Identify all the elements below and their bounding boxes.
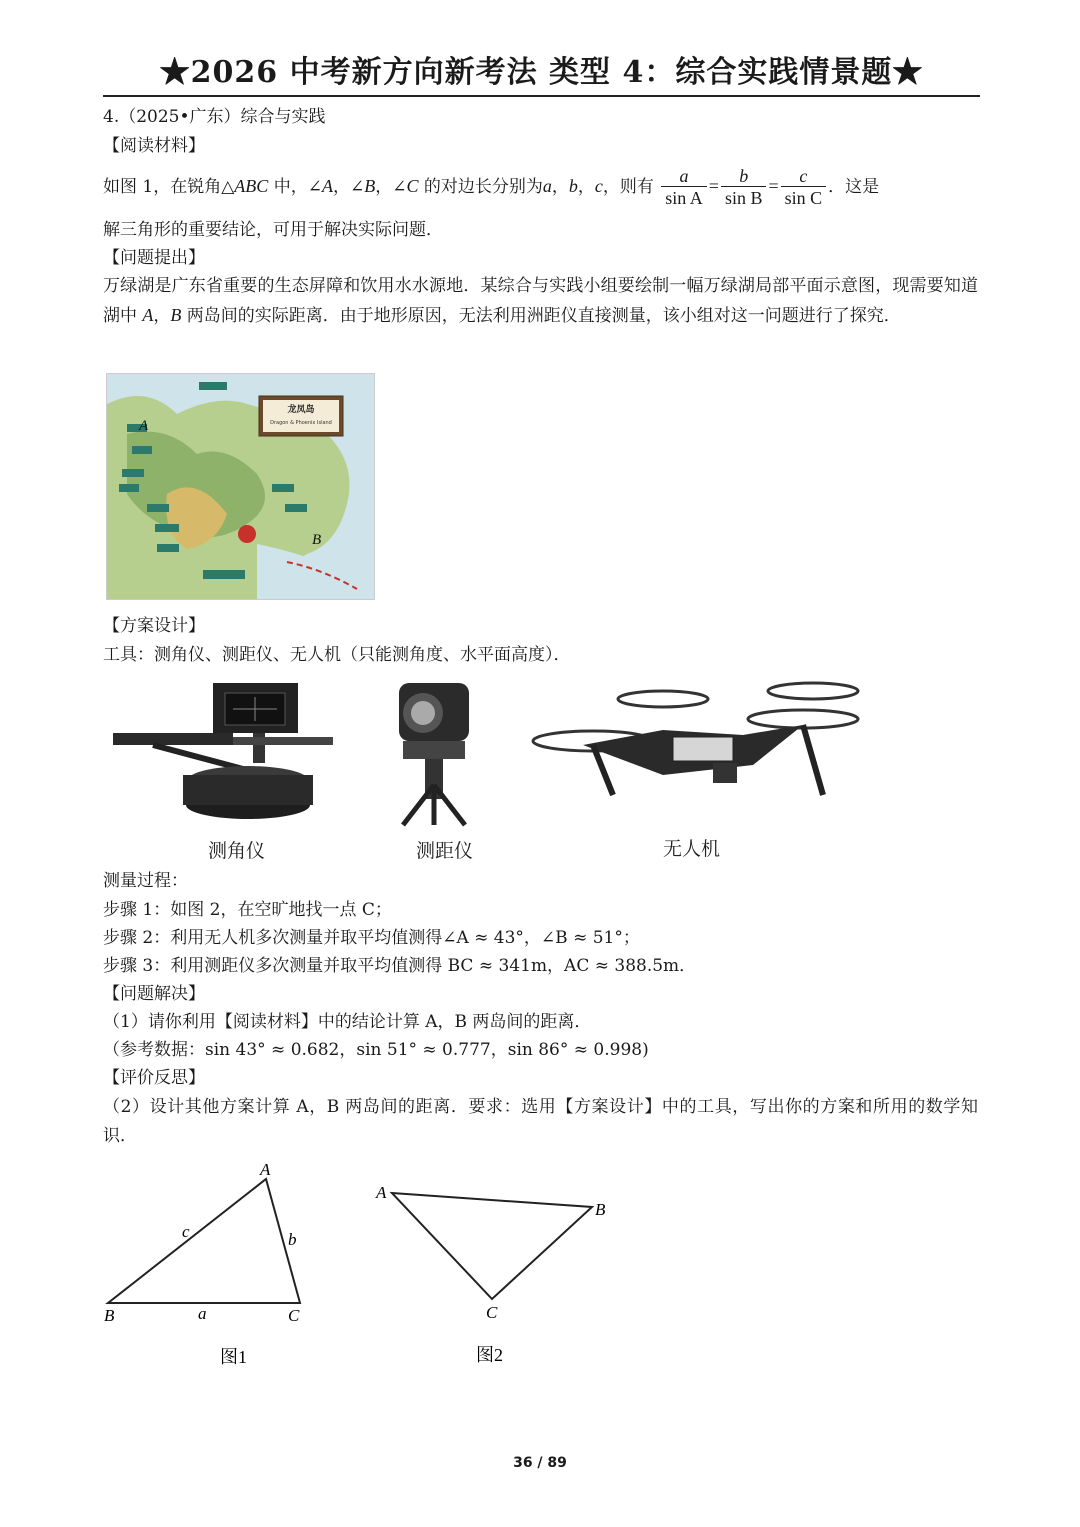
lake-map-drawing xyxy=(107,374,374,599)
angle-a: A xyxy=(321,176,333,196)
fraction-b xyxy=(721,166,767,209)
fig2-vertex-c: C xyxy=(486,1303,498,1322)
frac-den: sin B xyxy=(724,188,763,208)
reading-paragraph-line2: 解三角形的重要结论，可用于解决实际问题． xyxy=(103,220,443,240)
question-paragraph xyxy=(103,272,978,331)
tool-label-drone: 无人机 xyxy=(663,838,721,860)
fraction-a xyxy=(661,166,707,209)
rangefinder-icon xyxy=(399,683,469,825)
side-b: b xyxy=(568,176,578,196)
reflect-heading: 【评价反思】 xyxy=(103,1068,205,1088)
reading-text: ．这是 xyxy=(828,177,880,197)
theodolite-icon xyxy=(113,683,333,819)
angle-b: B xyxy=(364,176,376,196)
step-3: 步骤 3：利用测距仪多次测量并取平均值测得 BC ≈ 341m，AC ≈ 388.5m． xyxy=(103,956,697,976)
map-point-a: A xyxy=(139,418,149,434)
island-a: A xyxy=(142,305,154,325)
triangle-abc xyxy=(108,1179,300,1303)
frac-num: a xyxy=(679,166,689,186)
triangle-figures xyxy=(100,1155,620,1375)
page-number: 36 / 89 xyxy=(513,1455,567,1471)
fraction-c xyxy=(781,166,827,209)
equals-sign: = xyxy=(708,176,719,196)
side-a: a xyxy=(542,176,552,196)
fig1-vertex-b: B xyxy=(104,1306,115,1325)
fig1-side-b: b xyxy=(288,1230,297,1249)
island-b: B xyxy=(170,305,182,325)
problem-number: 4.（2025•广东）综合与实践 xyxy=(103,107,326,127)
comma: ， xyxy=(577,177,595,197)
fig2-caption: 图2 xyxy=(476,1345,503,1365)
question-text: 两岛间的实际距离．由于地形原因，无法利用洲距仪直接测量，该小组对这一问题进行了探究． xyxy=(181,306,901,326)
reading-paragraph-line1 xyxy=(103,164,879,209)
lake-map-photo xyxy=(106,373,375,600)
reference-data: （参考数据：sin 43° ≈ 0.682，sin 51° ≈ 0.777，sin 86° ≈ 0.998) xyxy=(103,1040,649,1060)
tools-illustration xyxy=(103,675,873,865)
reading-text: ，则有 xyxy=(602,177,654,197)
design-heading: 【方案设计】 xyxy=(103,616,205,636)
island-title: 龙凤岛 xyxy=(287,405,315,415)
tools-line: 工具：测角仪、测距仪、无人机（只能测角度、水平面高度）． xyxy=(103,645,571,665)
question-heading: 【问题提出】 xyxy=(103,248,205,268)
drone-icon xyxy=(533,683,858,795)
side-c: c xyxy=(594,176,603,196)
island-subtitle: Dragon & Phoenix Island xyxy=(270,420,332,426)
header-divider xyxy=(103,95,980,97)
frac-num: c xyxy=(799,166,808,186)
reading-text: 的对边长分别为 xyxy=(418,177,543,197)
reading-text: 如图 1，在锐角△ xyxy=(103,177,235,197)
fig2-vertex-a: A xyxy=(376,1183,387,1202)
comma: ， xyxy=(551,177,569,197)
triangle-name: ABC xyxy=(234,176,269,196)
fig1-vertex-a: A xyxy=(260,1160,271,1179)
question-1: （1）请你利用【阅读材料】中的结论计算 A，B 两岛间的距离． xyxy=(103,1012,592,1032)
question-2: （2）设计其他方案计算 A，B 两岛间的距离．要求：选用【方案设计】中的工具，写出你的方案和所用的数学知识． xyxy=(103,1097,978,1146)
triangle-abc-field xyxy=(392,1193,592,1299)
reading-text: ，∠ xyxy=(375,177,407,197)
question-text: 万绿湖是广东省重要的生态屏障和饮用水水源地．某综合与实践小组要绘制一幅万绿湖局部平面示意图，现需要知道湖中 xyxy=(103,276,978,326)
tool-label-rangefinder: 测距仪 xyxy=(416,840,474,862)
fig1-side-c: c xyxy=(182,1222,190,1241)
figure-1 xyxy=(104,1160,300,1367)
process-heading: 测量过程： xyxy=(103,871,188,891)
fig1-side-a: a xyxy=(198,1304,207,1323)
tools-drawing xyxy=(103,675,873,865)
figure-2 xyxy=(375,1183,606,1365)
frac-den: sin A xyxy=(665,188,703,208)
solve-heading: 【问题解决】 xyxy=(103,984,205,1004)
fig1-vertex-c: C xyxy=(288,1306,300,1325)
step-1: 步骤 1：如图 2，在空旷地找一点 C； xyxy=(103,900,392,920)
reading-text: ，∠ xyxy=(332,177,365,197)
angle-c: C xyxy=(406,176,419,196)
step-2: 步骤 2：利用无人机多次测量并取平均值测得∠A ≈ 43°，∠B ≈ 51°； xyxy=(103,928,640,948)
question-text: ， xyxy=(153,306,171,326)
fig1-caption: 图1 xyxy=(220,1347,247,1367)
fig2-vertex-b: B xyxy=(595,1200,606,1219)
equals-sign: = xyxy=(768,176,779,196)
reading-text: 中，∠ xyxy=(268,177,322,197)
frac-num: b xyxy=(739,166,749,186)
reading-heading: 【阅读材料】 xyxy=(103,136,205,156)
map-point-b: B xyxy=(312,532,322,548)
frac-den: sin C xyxy=(784,188,823,208)
tool-label-theodolite: 测角仪 xyxy=(208,840,266,862)
page-header-title: ★2026 中考新方向新考法 类型 4：综合实践情景题★ xyxy=(159,55,924,90)
